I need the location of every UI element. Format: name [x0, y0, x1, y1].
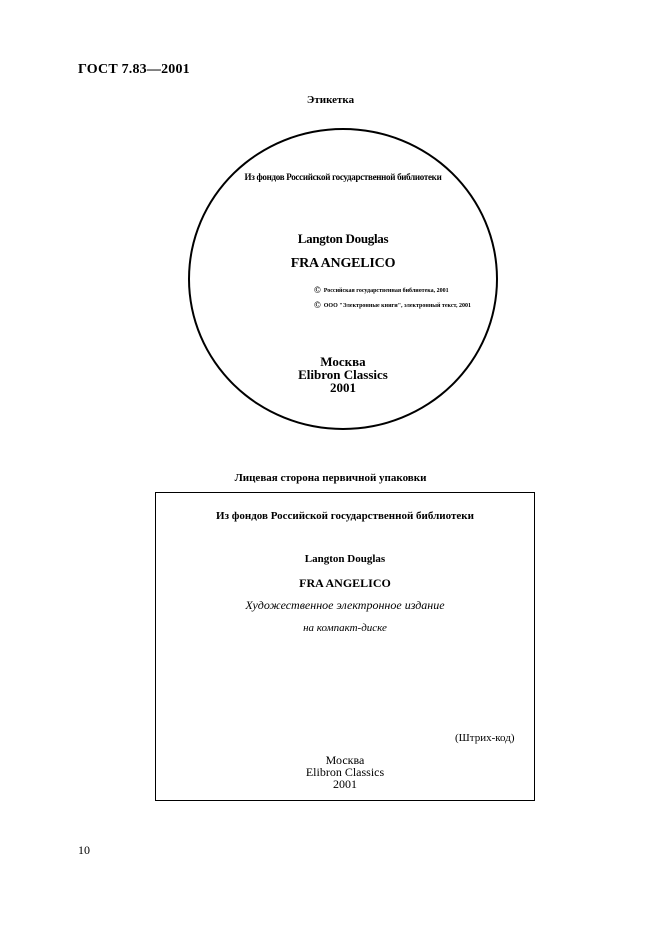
disc-copyright-text-2: ООО "Электронные книги", электронный текст, 2001 [323, 303, 472, 309]
disc-title: FRA ANGELICO [290, 256, 396, 271]
disc-copyright-line-2 [314, 300, 471, 310]
package-edition: Художественное электронное издание [245, 598, 445, 612]
package-barcode-placeholder: (Штрих-код) [455, 732, 515, 744]
page-number: 10 [78, 843, 90, 857]
package-author: Langton Douglas [304, 553, 386, 565]
disc-publisher: Elibron Classics [298, 367, 388, 382]
disc-year: 2001 [330, 380, 356, 395]
disc-copyright-text-1: Российская государственная библиотека, 2001 [323, 288, 449, 294]
disc-city: Москва [320, 354, 366, 369]
package-caption: Лицевая сторона первичной упаковки [234, 472, 427, 484]
label-caption: Этикетка [306, 94, 355, 106]
disc-library-line: Из фондов Российской государственной библиотеки [244, 172, 442, 182]
package-title: FRA ANGELICO [299, 576, 391, 590]
copyright-icon: © [314, 285, 321, 295]
package-year: 2001 [333, 777, 357, 791]
package-city: Москва [325, 753, 365, 767]
package-library-line: Из фондов Российской государственной библиотеки [216, 510, 474, 522]
package-medium: на компакт-диске [303, 622, 387, 634]
document-header: ГОСТ 7.83—2001 [78, 62, 190, 77]
disc-author: Langton Douglas [297, 231, 389, 246]
copyright-icon: © [314, 300, 321, 310]
disc-copyright-line-1 [314, 285, 449, 295]
package-publisher: Elibron Classics [305, 765, 385, 779]
